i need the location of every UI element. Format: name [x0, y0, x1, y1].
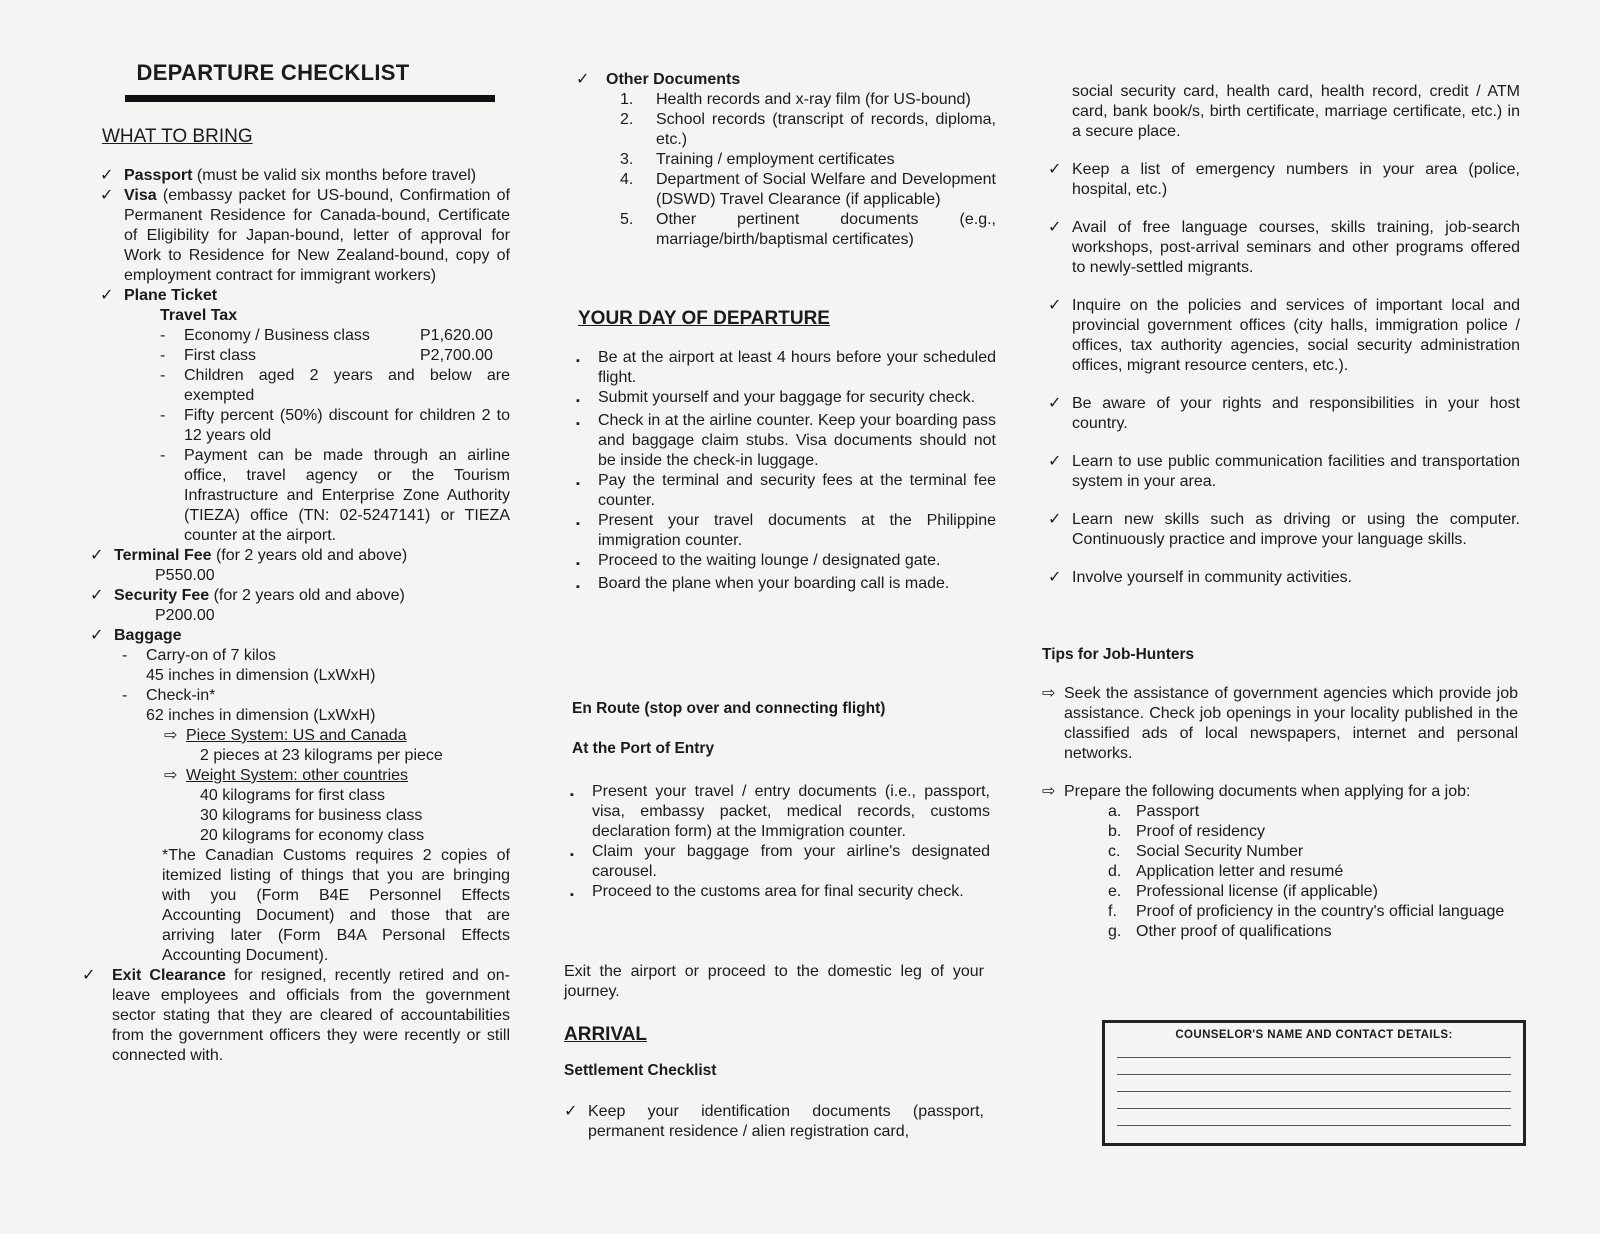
terminal-fee-value: P550.00: [155, 567, 215, 584]
list-item: ▪ Check in at the airline counter. Keep your boarding pass and baggage claim stubs. Visa documents should not be inside the check-in luggage.: [576, 412, 996, 469]
check-icon: ✓: [90, 547, 104, 564]
list-item: ✓ Learn to use public communication facilities and transportation system in your area.: [1048, 453, 1520, 490]
check-icon: ✓: [100, 287, 114, 304]
list-item: ✓ Security Fee (for 2 years old and above): [90, 587, 405, 604]
list-item: ✓ Be aware of your rights and responsibilities in your host country.: [1048, 395, 1520, 432]
contact-line[interactable]: [1117, 1092, 1511, 1109]
list-item: ✓ Learn new skills such as driving or using the computer. Continuously practice and improve your language skills.: [1048, 511, 1520, 548]
settlement-list: [1048, 160, 1520, 588]
title-rule: [125, 95, 495, 102]
check-icon: ✓: [90, 587, 104, 604]
check-icon: ✓: [82, 967, 96, 984]
list-item: ✓ Plane Ticket: [100, 287, 218, 304]
tips-list: [1042, 684, 1518, 942]
list-item: g. Other proof of qualifications: [1108, 923, 1332, 940]
counselor-contact-box[interactable]: [1102, 1020, 1526, 1146]
list-item: ▪ Be at the airport at least 4 hours before your scheduled flight.: [576, 349, 996, 386]
arrow-icon: ⇨: [164, 727, 178, 744]
list-item: b. Proof of residency: [1108, 823, 1265, 840]
other-documents-heading: Other Documents: [606, 71, 741, 88]
list-item: ✓ Inquire on the policies and services of important local and provincial government offices (city halls, immigration police / offices, tax authority agencies, social security administration offices, migrant resource centers, etc.).: [1048, 297, 1520, 374]
list-item: ✓ Keep your identification documents (passport, permanent residence / alien registration card,: [564, 1103, 984, 1140]
list-item: 1. Health records and x-ray film (for US-bound): [620, 91, 971, 108]
list-item: ✓ Visa (embassy packet for US-bound, Confirmation of Permanent Residence for Canada-bound, Certificate of Eligibility for Japan-bound, letter of approval for Work to Residence for New Zealand-bound, copy of employment contract for immigrant workers): [100, 187, 510, 284]
departure-steps: [576, 348, 996, 597]
list-item: ⇨ Seek the assistance of government agencies which provide job assistance. Check job openings in your locality published in the classified ads of local newspapers, internet and personal networks.: [1042, 685, 1518, 762]
list-item: 3. Training / employment certificates: [620, 151, 895, 168]
arrival-heading: ARRIVAL: [564, 1024, 648, 1045]
list-item: 2. School records (transcript of records, diploma, etc.): [620, 111, 996, 148]
arrow-icon: ⇨: [1042, 685, 1056, 702]
port-of-entry-steps: [570, 782, 990, 905]
contact-line[interactable]: [1117, 1058, 1511, 1075]
check-icon: ✓: [100, 187, 114, 204]
canadian-customs-note: *The Canadian Customs requires 2 copies of itemized listing of things that you are bringing with you (Form B4E Personnel Effects Accounting Document) and those that are arriving later (Form B4A Personal Effects Accounting Document).: [162, 847, 510, 964]
contact-line[interactable]: [1117, 1109, 1511, 1126]
list-item: f. Proof of proficiency in the country's official language: [1108, 903, 1505, 920]
list-item: ✓ Avail of free language courses, skills training, job-search workshops, post-arrival seminars and other programs offered to newly-settled migrants.: [1048, 219, 1520, 276]
check-icon: ✓: [100, 167, 114, 184]
check-icon: ✓: [576, 71, 590, 88]
list-item: ▪ Present your travel documents at the Philippine immigration counter.: [576, 512, 996, 549]
other-documents-section: [576, 70, 996, 250]
list-item: ✓ Involve yourself in community activities.: [1048, 569, 1353, 586]
job-documents-list: [1042, 802, 1518, 942]
exit-airport-text: Exit the airport or proceed to the domestic leg of your journey.: [564, 963, 984, 1000]
list-item: ▪ Present your travel / entry documents (i.e., passport, visa, embassy packet, medical records, customs declaration form) at the Immigration counter.: [570, 783, 990, 840]
travel-tax-list: - Economy / Business class P1,620.00 - First class P2,700.00 - Children aged 2 years and below are exempted - Fifty percent (50%) discount for children 2 to 12 years old - Payment can be made through an airline office, travel agency or the Tourism Infrastructure and Enterprise Zone Authority (TIEZA) office (TN: 02-5247141) or TIEZA counter at the airport.: [160, 327, 510, 544]
check-icon: ✓: [90, 627, 104, 644]
list-item: ⇨ Prepare the following documents when applying for a job:: [1042, 783, 1471, 800]
list-item: d. Application letter and resumé: [1108, 863, 1344, 880]
keep-id-continued: social security card, health card, health record, credit / ATM card, bank book/s, birth certificate, marriage certificate, etc.) in a secure place.: [1072, 83, 1520, 140]
contact-line[interactable]: [1117, 1075, 1511, 1092]
list-item: ▪ Board the plane when your boarding call is made.: [576, 575, 950, 593]
contact-line[interactable]: [1117, 1041, 1511, 1058]
day-of-departure-heading: YOUR DAY OF DEPARTURE: [578, 308, 830, 329]
arrow-icon: ⇨: [164, 767, 178, 784]
port-of-entry-heading: At the Port of Entry: [572, 740, 715, 757]
arrow-icon: ⇨: [1042, 783, 1056, 800]
en-route-heading: En Route (stop over and connecting flight): [572, 700, 886, 717]
check-icon: ✓: [564, 1103, 578, 1120]
list-item: c. Social Security Number: [1108, 843, 1304, 860]
list-item: ✓ Baggage: [90, 627, 182, 644]
list-item: ▪ Proceed to the customs area for final security check.: [570, 883, 964, 901]
security-fee-value: P200.00: [155, 607, 215, 624]
counselor-label: COUNSELOR'S NAME AND CONTACT DETAILS:: [1175, 1029, 1453, 1041]
list-item: 4. Department of Social Welfare and Development (DSWD) Travel Clearance (if applicable): [620, 171, 996, 208]
travel-tax-heading: Travel Tax: [160, 307, 238, 324]
other-documents-list: [576, 90, 996, 250]
what-to-bring-heading: WHAT TO BRING: [102, 126, 253, 147]
list-item: a. Passport: [1108, 803, 1200, 820]
page-title: DEPARTURE CHECKLIST: [136, 60, 410, 85]
list-item: ▪ Pay the terminal and security fees at the terminal fee counter.: [576, 472, 996, 509]
settlement-checklist-heading: Settlement Checklist: [564, 1062, 717, 1079]
list-item: ✓ Terminal Fee (for 2 years old and above): [90, 547, 408, 564]
list-item: ▪ Claim your baggage from your airline's designated carousel.: [570, 843, 990, 880]
list-item: ✓ Passport (must be valid six months before travel): [100, 167, 477, 184]
what-to-bring-list: [82, 166, 511, 1066]
list-item: e. Professional license (if applicable): [1108, 883, 1378, 900]
list-item: ✓ Keep a list of emergency numbers in your area (police, hospital, etc.): [1048, 161, 1520, 198]
list-item: ▪ Submit yourself and your baggage for security check.: [576, 389, 976, 407]
tips-heading: Tips for Job-Hunters: [1042, 646, 1195, 663]
list-item: ▪ Proceed to the waiting lounge / designated gate.: [576, 552, 941, 570]
list-item: ✓ Exit Clearance for resigned, recently retired and on-leave employees and officials from the government sector stating that they are cleared of accountabilities from the government officers they were recently or still connected with.: [82, 967, 511, 1064]
baggage-details: - Carry-on of 7 kilos 45 inches in dimension (LxWxH) - Check-in* 62 inches in dimension (LxWxH) ⇨ Piece System: US and Canada 2 pieces at 23 kilograms per piece ⇨ Weight System: other countries 40 kilograms for first class 30 kilograms for business class 20 kilograms for economy class *The Canadian Customs requires 2 copies of itemized listing of things that you are bringing with you (Form B4E Personnel Effects Accounting Document) and those that are arriving later (Form B4A Personal Effects Accounting Document).: [122, 647, 510, 964]
list-item: 5. Other pertinent documents (e.g., marriage/birth/baptismal certificates): [620, 211, 996, 248]
